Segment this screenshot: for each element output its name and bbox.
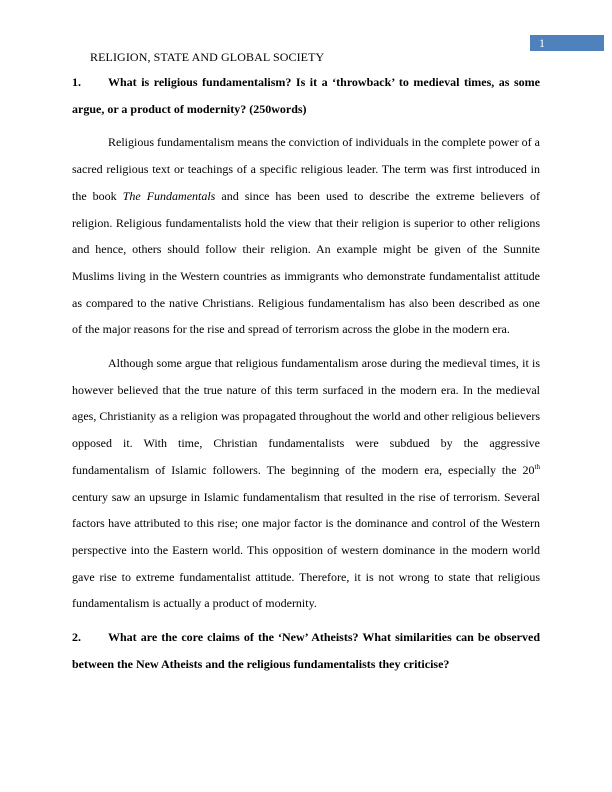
paragraph-text: Religious fundamentalism means the conviction of individuals in the complete power of a sacred religious text or teachings of a specific religious leader. The term was first introduced in the book [72,135,540,203]
running-head: RELIGION, STATE AND GLOBAL SOCIETY [90,50,325,64]
question-2-number: 2. [72,630,81,645]
book-title: The Fundamentals [122,188,216,203]
paragraph-text: and since has been used to describe the extreme believers of religion. Religious fundamentalists hold the view that their religion is superior to other religions and hence, others should follow their religion. An example might be given of the Sunnite Muslims living in the Western countries as immigrants who demonstrate fundamentalist attitude as compared to the native Christians. Religious fundamentalism has also been described as one of the major reasons for the rise and spread of terrorism across the globe in the modern era. [72,188,540,337]
answer-1-paragraph-2 [72,350,540,617]
document-body [72,69,540,684]
paragraph-text: century saw an upsurge in Islamic fundamentalism that resulted in the rise of terrorism. Several factors have attributed to this rise; one major factor is the dominance and control of the Western perspective into the Eastern world. This opposition of western dominance in the modern world gave rise to extreme fundamentalist attitude. Therefore, it is not wrong to state that religious fundamentalism is actually a product of modernity. [72,489,540,611]
page-number: 1 [530,35,604,51]
question-1-number: 1. [72,75,81,89]
question-1-text: What is religious fundamentalism? Is it a ‘throwback’ to medieval times, as some argue, or a product of modernity? (250words) [72,75,540,116]
question-2 [72,624,540,677]
answer-1-paragraph-1 [72,129,540,343]
question-1 [72,69,540,122]
paragraph-text: Although some argue that religious fundamentalism arose during the medieval times, it is however believed that the true nature of this term surfaced in the modern era. In the medieval ages, Christianity as a religion was propagated throughout the world and other religious believers opposed it. With time, Christian fundamentalists were subdued by the aggressive fundamentalism of Islamic followers. The beginning of the modern era, especially the 20 [72,356,540,477]
ordinal-suffix: th [534,462,540,471]
question-2-text: What are the core claims of the ‘New’ Atheists? What similarities can be observed between the New Atheists and the religious fundamentalists they criticise? [72,630,540,671]
